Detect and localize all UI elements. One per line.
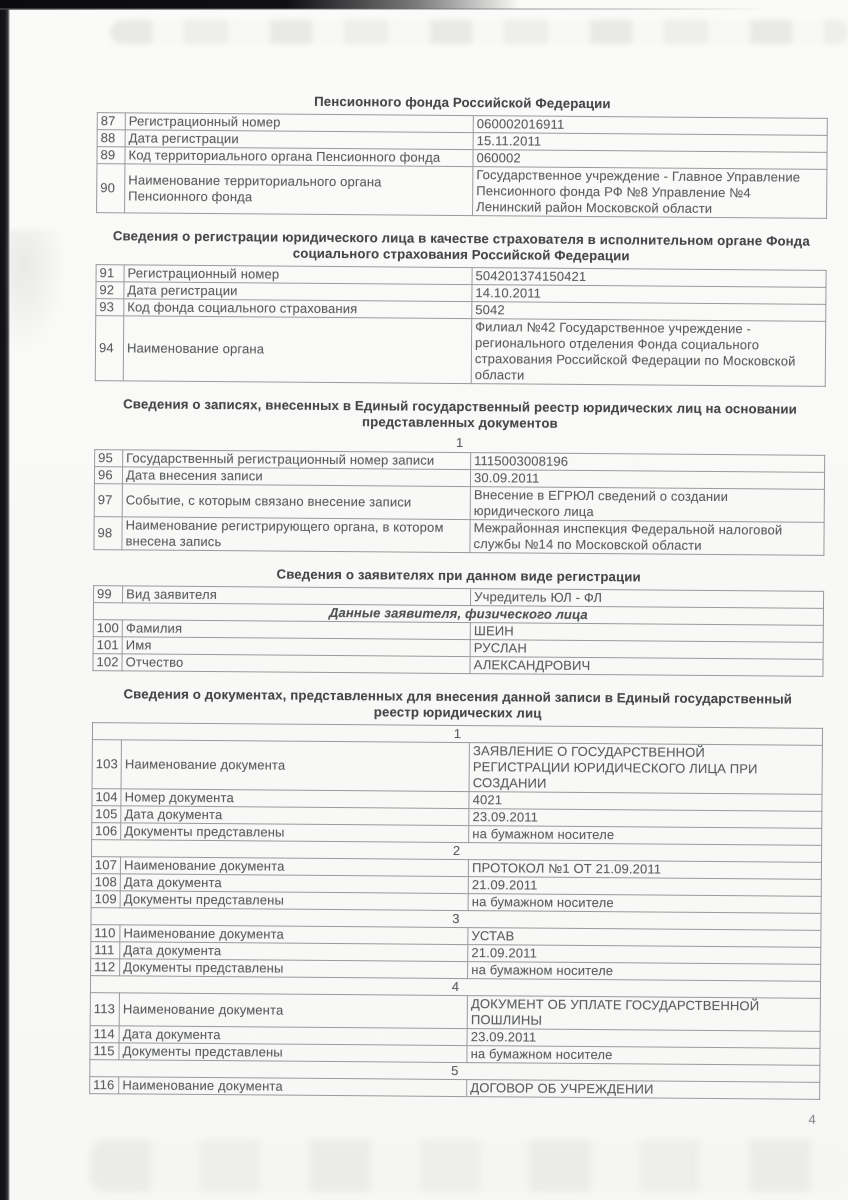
row-value-cell: Внесение в ЕГРЮЛ сведений о создании юридического лица	[470, 487, 824, 523]
row-label-cell: Фамилия	[122, 620, 470, 640]
section-title-line: социального страхования Российской Федерации	[292, 245, 630, 264]
table-row	[94, 517, 824, 556]
row-value-cell: 5042	[472, 302, 826, 322]
data-table	[95, 264, 827, 387]
row-number-cell: 109	[91, 891, 120, 908]
row-number-cell: 115	[90, 1043, 119, 1060]
row-number-cell: 95	[95, 450, 123, 467]
row-value-cell: ЗАЯВЛЕНИЕ О ГОСУДАРСТВЕННОЙ РЕГИСТРАЦИИ ЮРИДИЧЕСКОГО ЛИЦА ПРИ СОЗДАНИИ	[469, 743, 822, 795]
table-row	[95, 316, 825, 387]
row-number-cell: 105	[92, 806, 121, 823]
section-title	[93, 565, 824, 587]
row-number-cell: 93	[96, 299, 124, 316]
row-value-cell: 23.09.2011	[467, 1029, 820, 1049]
data-table	[96, 112, 828, 219]
scan-smudge-top	[110, 20, 848, 44]
document-group-number-cell: 5	[90, 1060, 820, 1083]
row-number-cell: 108	[91, 874, 120, 891]
row-value-cell: УСТАВ	[468, 928, 821, 948]
row-label-cell: Событие, с которым связано внесение записи	[122, 484, 470, 520]
scan-edge-top-line-artifact	[0, 8, 770, 10]
document-group-number-cell: 2	[92, 840, 822, 863]
row-number-cell: 110	[91, 925, 120, 942]
row-label-cell: Наименование документа	[121, 857, 469, 877]
row-number-cell: 103	[92, 740, 122, 789]
row-number-cell: 98	[94, 517, 122, 550]
row-label-cell: Наименование документа	[120, 925, 468, 945]
row-number-cell: 112	[91, 959, 120, 976]
row-value-cell: Учредитель ЮЛ - ФЛ	[471, 589, 824, 609]
row-label-cell: Наименование органа	[123, 316, 471, 384]
row-label-cell: Государственный регистрационный номер записи	[123, 450, 471, 470]
document-section	[89, 686, 823, 1100]
row-value-cell: ДОГОВОР ОБ УЧРЕЖДЕНИИ	[467, 1080, 820, 1100]
row-label-cell: Дата документа	[120, 942, 468, 962]
row-number-cell: 90	[97, 164, 125, 213]
section-title	[94, 396, 825, 434]
row-label-cell: Вид заявителя	[123, 586, 471, 606]
row-label-cell: Имя	[122, 637, 470, 657]
document-body	[89, 92, 828, 1128]
row-value-cell: 504201374150421	[472, 268, 826, 288]
row-label-cell: Код фонда социального страхования	[124, 299, 472, 319]
row-label-cell: Номер документа	[121, 789, 469, 809]
row-number-cell: 113	[90, 993, 119, 1026]
table-row	[92, 740, 822, 795]
section-title-line: Сведения о заявителях при данном виде регистрации	[276, 566, 641, 585]
row-value-cell: РУСЛАН	[470, 640, 823, 660]
row-label-cell: Документы представлены	[120, 891, 468, 911]
row-label-cell: Код территориального органа Пенсионного фонда	[125, 147, 473, 167]
row-value-cell: 14.10.2011	[472, 285, 826, 305]
scan-smudge-bottom	[90, 1140, 848, 1192]
row-label-cell: Документы представлены	[121, 823, 469, 843]
row-number-cell: 107	[91, 857, 120, 874]
row-label-cell: Регистрационный номер	[124, 265, 472, 285]
document-group-number-cell: 4	[90, 976, 820, 999]
row-number-cell: 106	[92, 823, 121, 840]
row-value-cell: на бумажном носителе	[468, 962, 821, 982]
row-number-cell: 89	[97, 147, 125, 164]
document-section	[93, 396, 825, 556]
section-title-line: реестр юридических лиц	[373, 704, 542, 721]
row-value-cell: 30.09.2011	[470, 470, 824, 490]
row-label-cell: Наименование регистрирующего органа, в котором внесена запись	[122, 517, 470, 553]
page-number: 4	[808, 1111, 817, 1127]
scan-edge-left-artifact	[0, 0, 10, 1200]
row-number-cell: 96	[94, 467, 122, 484]
row-number-cell: 101	[93, 637, 122, 654]
row-number-cell: 116	[90, 1077, 119, 1094]
row-value-cell: 060002016911	[473, 116, 827, 136]
data-table	[93, 449, 825, 556]
row-label-cell: Дата документа	[121, 806, 469, 826]
row-label-cell: Наименование документа	[119, 993, 467, 1029]
row-label-cell: Отчество	[122, 654, 470, 674]
row-value-cell: 23.09.2011	[469, 809, 822, 829]
row-value-cell: на бумажном носителе	[467, 1046, 820, 1066]
row-value-cell: 4021	[469, 792, 822, 812]
row-number-cell: 87	[97, 113, 125, 130]
section-title-line: Пенсионного фонда Российской Федерации	[314, 93, 611, 112]
row-label-cell: Дата документа	[120, 874, 468, 894]
row-value-cell: Государственное учреждение - Главное Управление Пенсионного фонда РФ №8 Управление №4 Ленинский район Московской области	[473, 167, 827, 219]
row-value-cell: 21.09.2011	[468, 877, 821, 897]
row-number-cell: 94	[95, 316, 124, 381]
row-label-cell: Дата регистрации	[124, 282, 472, 302]
scan-smudge-mid	[6, 230, 66, 350]
row-label-cell: Наименование территориального органа Пенсионного фонда	[125, 164, 473, 216]
row-value-cell: 15.11.2011	[473, 133, 827, 153]
row-number-cell: 104	[92, 789, 121, 806]
row-value-cell: Филиал №42 Государственное учреждение - регионального отделения Фонда социального страхования Российской Федерации по Московской области	[471, 319, 825, 387]
row-value-cell: АЛЕКСАНДРОВИЧ	[470, 657, 823, 677]
data-table	[92, 585, 824, 677]
row-label-cell: Дата документа	[119, 1026, 467, 1046]
row-value-cell: ШЕИН	[470, 623, 823, 643]
row-label-cell: Регистрационный номер	[125, 113, 473, 133]
section-title	[92, 686, 823, 724]
row-label-cell: Дата регистрации	[125, 130, 473, 150]
data-table	[89, 722, 823, 1100]
row-number-cell: 91	[96, 265, 124, 282]
document-section	[92, 565, 824, 677]
row-label-cell: Дата внесения записи	[122, 467, 470, 487]
row-value-cell: на бумажном носителе	[469, 826, 822, 846]
row-number-cell: 100	[93, 620, 122, 637]
row-label-cell: Наименование документа	[121, 740, 469, 792]
row-value-cell: 060002	[473, 150, 827, 170]
row-number-cell: 102	[93, 654, 122, 671]
record-group-number: 1	[456, 434, 464, 451]
document-sections	[89, 92, 828, 1100]
row-number-cell: 99	[94, 586, 123, 603]
section-title-line: Сведения о регистрации юридического лица в качестве страхователя в исполнительном органе Фонда	[112, 228, 810, 249]
document-group-number-cell: 3	[91, 908, 821, 931]
row-value-cell: на бумажном носителе	[468, 894, 821, 914]
row-label-cell: Наименование документа	[119, 1077, 467, 1097]
row-number-cell: 111	[91, 942, 120, 959]
document-section	[95, 228, 827, 387]
row-value-cell: 21.09.2011	[468, 945, 821, 965]
row-number-cell: 114	[90, 1026, 119, 1043]
row-value-cell: Межрайонная инспекция Федеральной налоговой службы №14 по Московской области	[470, 520, 824, 556]
section-title	[96, 228, 827, 266]
table-row	[97, 164, 827, 219]
table-subheader-cell: Данные заявителя, физического лица	[93, 603, 823, 626]
document-group-number-cell: 1	[92, 723, 822, 746]
row-value-cell: ДОКУМЕНТ ОБ УПЛАТЕ ГОСУДАРСТВЕННОЙ ПОШЛИНЫ	[467, 996, 820, 1032]
row-number-cell: 92	[96, 282, 124, 299]
section-title-line: Сведения о документах, представленных для внесения данной записи в Единый государственный	[123, 686, 793, 707]
row-label-cell: Документы представлены	[119, 1043, 467, 1063]
section-title-line: представленных документов	[361, 414, 558, 431]
document-section	[96, 92, 828, 219]
row-value-cell: 1115003008196	[471, 453, 825, 473]
row-value-cell: ПРОТОКОЛ №1 ОТ 21.09.2011	[469, 860, 822, 880]
row-number-cell: 97	[94, 484, 122, 517]
section-title-line: Сведения о записях, внесенных в Единый государственный реестр юридических лиц на основании	[123, 396, 798, 417]
row-label-cell: Документы представлены	[120, 959, 468, 979]
row-number-cell: 88	[97, 130, 125, 147]
section-title	[97, 92, 828, 114]
